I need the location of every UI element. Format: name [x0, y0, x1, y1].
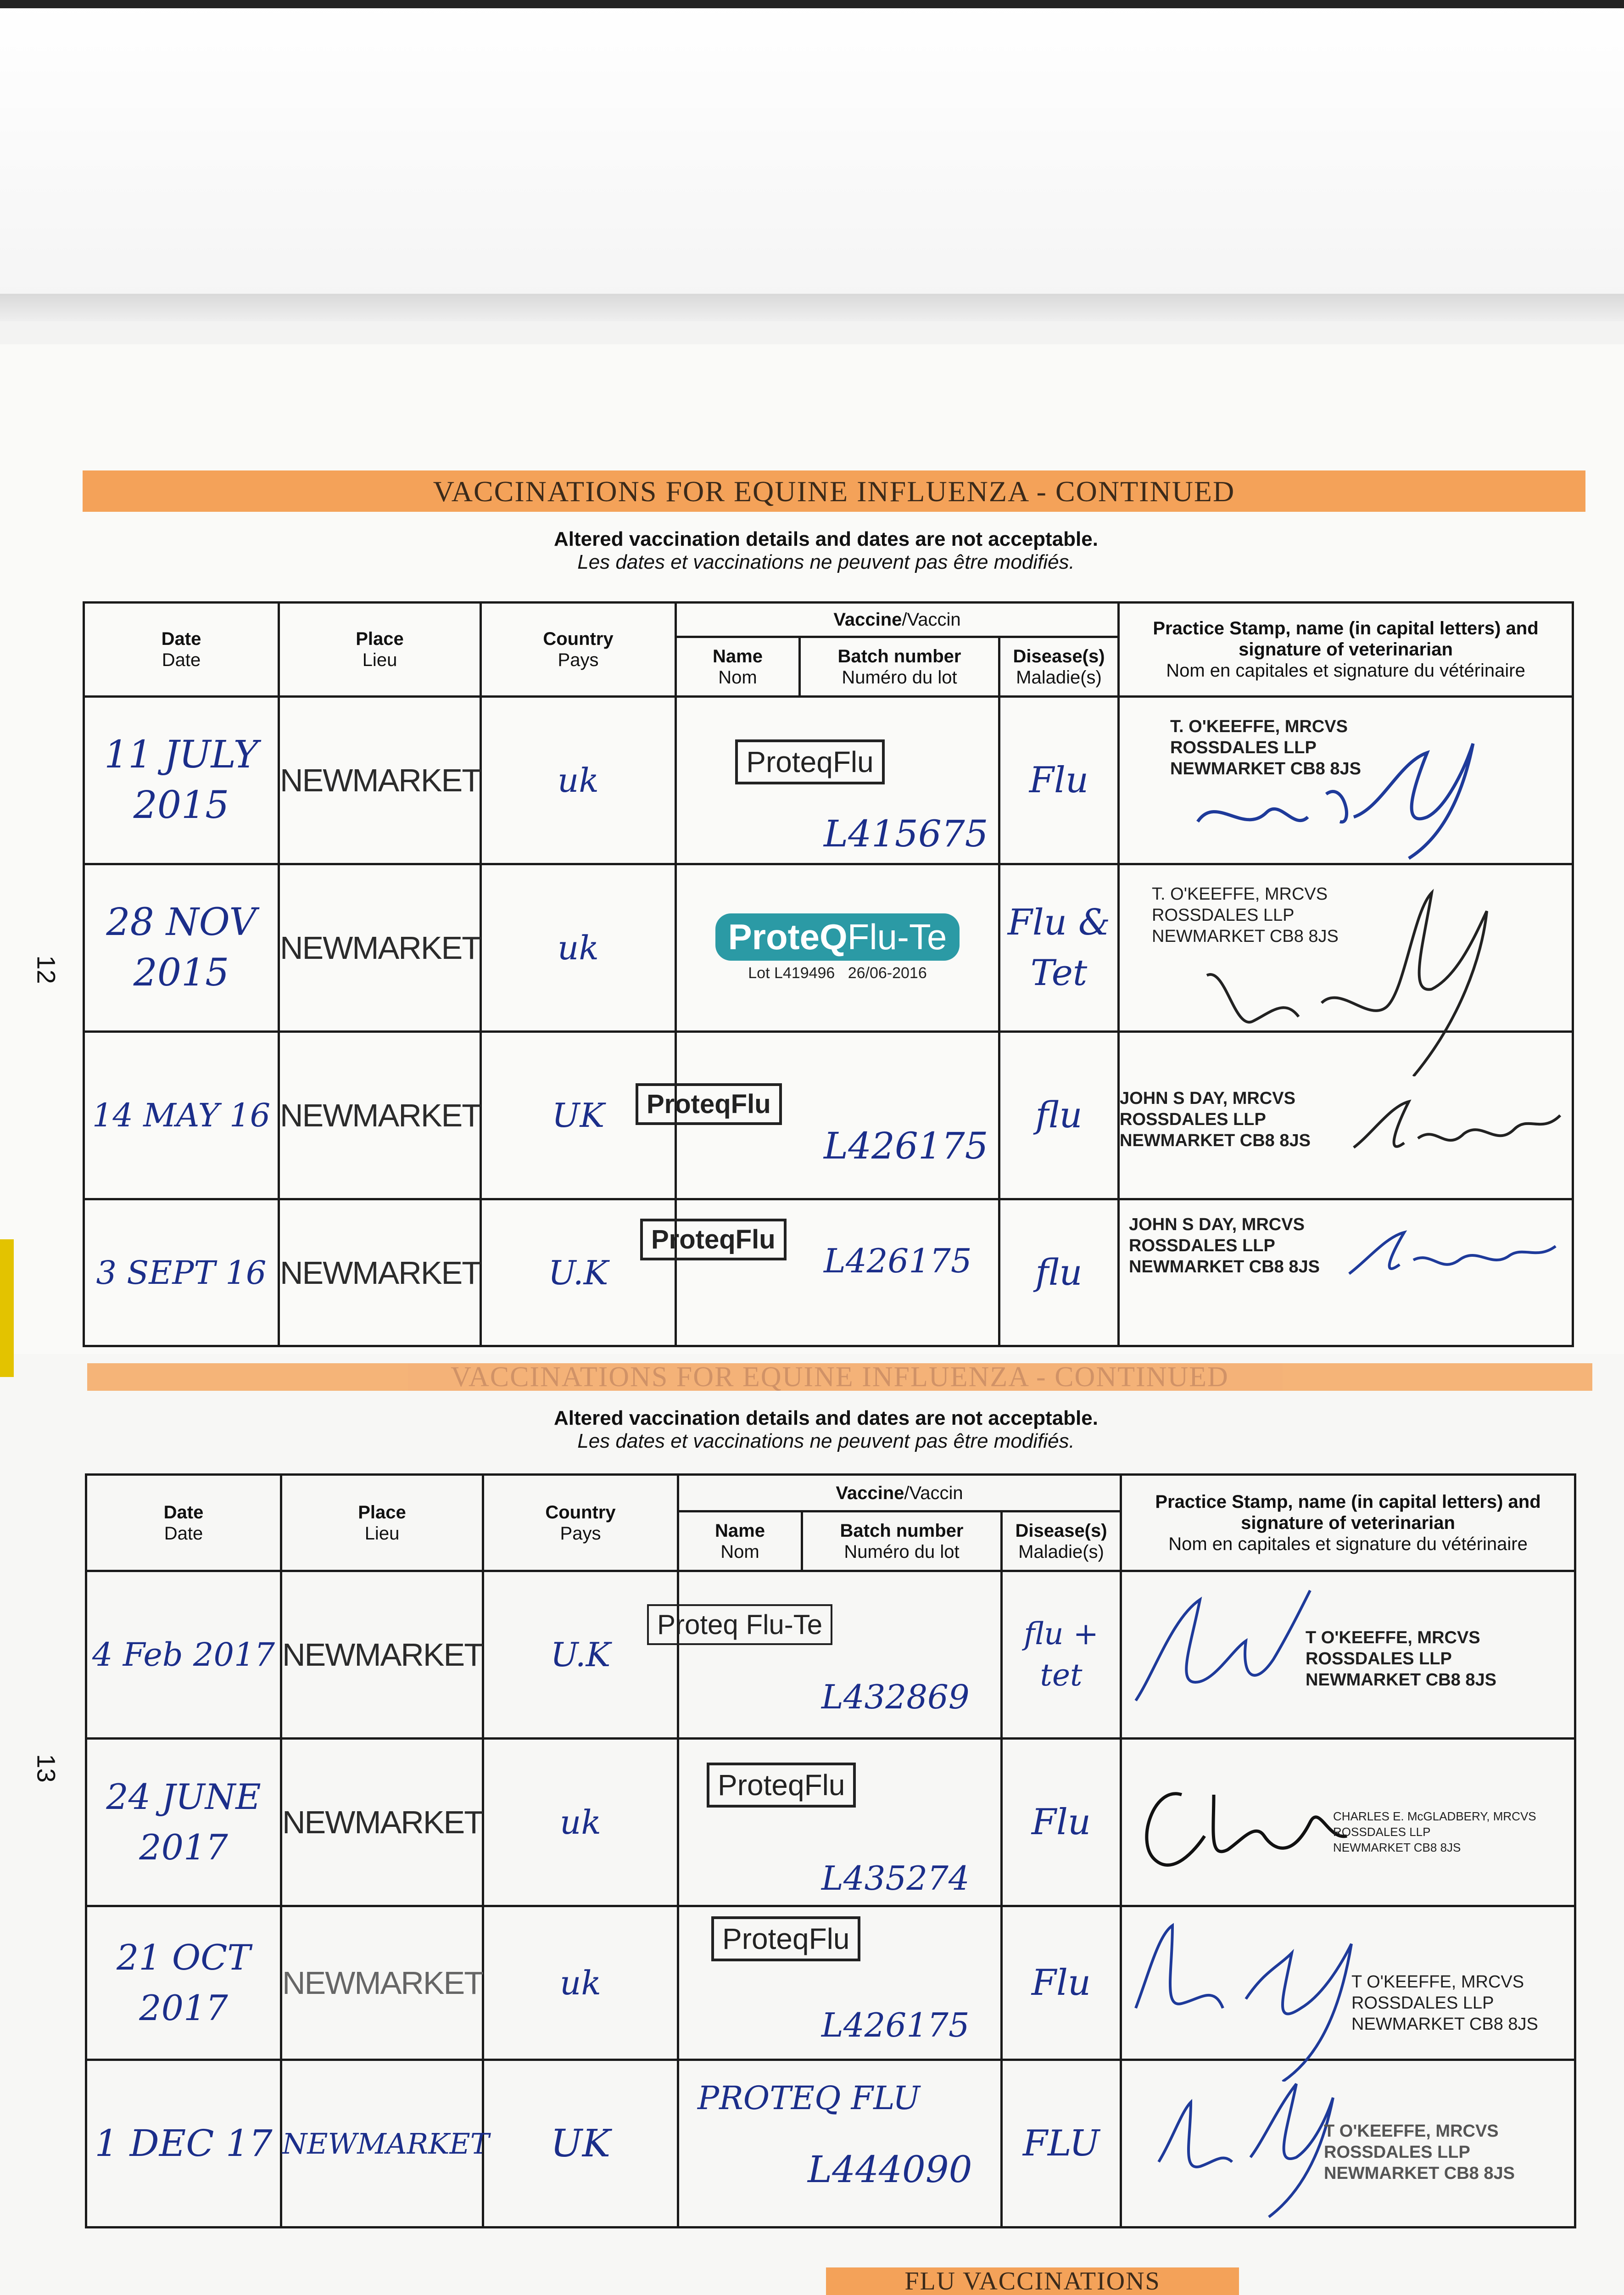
practice-stamp: T. O'KEEFFE, MRCVS ROSSDALES LLP NEWMARKET CB8 8JS	[1170, 717, 1361, 778]
place-cell: NEWMARKET	[279, 697, 481, 864]
vaccine-name-batch-cell	[678, 1739, 1002, 1906]
vaccine-label	[715, 913, 960, 961]
notice-page-13	[413, 1407, 1239, 1453]
notice-fr: Les dates et vaccinations ne peuvent pas être modifiés.	[577, 1430, 1075, 1452]
header-country: Country Pays	[483, 1475, 678, 1571]
practice-stamp: T O'KEEFFE, MRCVS ROSSDALES LLP NEWMARKET CB8 8JS	[1324, 2121, 1515, 2183]
table-row	[84, 697, 1573, 864]
place-cell: NEWMARKET	[281, 1571, 483, 1739]
practice-cell	[1119, 864, 1573, 1032]
header-date: Date Date	[84, 603, 279, 697]
notice-en: Altered vaccination details and dates are not acceptable.	[554, 528, 1098, 550]
vaccine-stamp: ProteqFlu	[707, 1763, 856, 1808]
vaccination-table-page-13	[85, 1473, 1576, 2228]
date-cell: 14 MAY 16	[84, 1032, 279, 1199]
signature	[1189, 725, 1546, 863]
next-section-band: FLU VACCINATIONS	[826, 2267, 1239, 2295]
table-row	[86, 1571, 1575, 1739]
practice-stamp: CHARLES E. McGLADBERY, MRCVS ROSSDALES LLP NEWMARKET CB8 8JS	[1333, 1809, 1536, 1854]
vaccine-stamp: Proteq Flu-Te	[647, 1604, 832, 1645]
header-name: Name Nom	[676, 637, 800, 697]
date-cell: 4 Feb 2017	[86, 1571, 281, 1739]
country-cell: UK	[483, 2060, 678, 2228]
practice-stamp: T. O'KEEFFE, MRCVS ROSSDALES LLP NEWMARKET CB8 8JS	[1152, 884, 1339, 946]
place-cell: NEWMARKET	[279, 864, 481, 1032]
header-disease: Disease(s) Maladie(s)	[999, 637, 1119, 697]
disease-cell: Flu	[1002, 1739, 1121, 1906]
disease-cell: Flu	[1002, 1906, 1121, 2060]
page-number: 12	[32, 955, 61, 984]
country-cell: U.K	[481, 1199, 676, 1346]
practice-cell	[1119, 1199, 1573, 1346]
header-practice: Practice Stamp, name (in capital letters) and signature of veterinarian Nom en capitales et signature du vétérinaire	[1121, 1475, 1575, 1571]
notice-page-12	[413, 528, 1239, 574]
signature	[1127, 1767, 1356, 1886]
practice-cell	[1119, 1032, 1573, 1199]
disease-cell: flu	[999, 1032, 1119, 1199]
header-place: Place Lieu	[281, 1475, 483, 1571]
header-disease: Disease(s) Maladie(s)	[1002, 1511, 1121, 1571]
place-cell: NEWMARKET	[279, 1032, 481, 1199]
vaccine-stamp: ProteqFlu	[640, 1219, 787, 1260]
batch-number: L435274	[821, 1859, 970, 1898]
vaccine-name-batch-cell	[676, 864, 999, 1032]
header-vaccine: Vaccine/Vaccin	[678, 1475, 1121, 1511]
table-row	[84, 1199, 1573, 1346]
signature	[1127, 1581, 1319, 1728]
table-row	[84, 1032, 1573, 1199]
practice-cell	[1119, 697, 1573, 864]
practice-cell	[1121, 2060, 1575, 2228]
date-cell: 11 JULY 2015	[84, 697, 279, 864]
notice-en: Altered vaccination details and dates are not acceptable.	[554, 1407, 1098, 1429]
vaccine-name-batch-cell	[676, 697, 999, 864]
vaccine-name-batch-cell	[651, 1199, 999, 1346]
vaccine-stamp: ProteqFlu	[711, 1916, 860, 1961]
header-vaccine: Vaccine/Vaccin	[676, 603, 1119, 637]
vaccine-name-batch-cell	[678, 2060, 1002, 2228]
vaccine-stamp: ProteqFlu	[735, 739, 884, 784]
vaccine-name-batch-cell	[678, 1906, 1002, 2060]
disease-cell: FLU	[1002, 2060, 1121, 2228]
page-number: 13	[32, 1754, 61, 1783]
header-practice: Practice Stamp, name (in capital letters) and signature of veterinarian Nom en capitales et signature du vétérinaire	[1119, 603, 1573, 697]
page-fold	[0, 294, 1624, 321]
table-row	[86, 1906, 1575, 2060]
section-title-band-faded: VACCINATIONS FOR EQUINE INFLUENZA - CONTINUED	[87, 1363, 1592, 1391]
country-cell: uk	[483, 1906, 678, 2060]
signature	[1345, 1088, 1574, 1180]
country-cell: uk	[481, 697, 676, 864]
notice-fr: Les dates et vaccinations ne peuvent pas être modifiés.	[577, 551, 1075, 573]
country-cell: U.K	[483, 1571, 678, 1739]
signature	[1340, 1219, 1569, 1292]
table-row	[86, 2060, 1575, 2228]
header-batch: Batch number Numéro du lot	[800, 637, 999, 697]
place-cell: NEWMARKET	[281, 1739, 483, 1906]
disease-cell: flu + tet	[1002, 1571, 1121, 1739]
country-cell: UK	[481, 1032, 676, 1199]
date-cell: 24 JUNE 2017	[86, 1739, 281, 1906]
header-place: Place Lieu	[279, 603, 481, 697]
batch-number: L426175	[824, 1242, 972, 1280]
batch-number: L444090	[808, 2148, 972, 2191]
date-cell: 21 OCT 2017	[86, 1906, 281, 2060]
vaccine-name-batch-cell	[647, 1032, 999, 1199]
label-suffix: Flu-Te	[847, 917, 947, 957]
vaccine-name-handwritten: PROTEQ FLU	[698, 2079, 920, 2117]
batch-number: L426175	[821, 2006, 970, 2044]
batch-number: L415675	[824, 812, 988, 855]
practice-cell	[1121, 1739, 1575, 1906]
previous-page-sheet	[0, 0, 1624, 298]
practice-stamp: T O'KEEFFE, MRCVS ROSSDALES LLP NEWMARKET CB8 8JS	[1306, 1628, 1496, 1690]
section-title-band: VACCINATIONS FOR EQUINE INFLUENZA - CONTINUED	[83, 470, 1585, 512]
header-name: Name Nom	[678, 1511, 802, 1571]
practice-cell	[1121, 1906, 1575, 2060]
disease-cell: flu	[999, 1199, 1119, 1346]
country-cell: uk	[483, 1739, 678, 1906]
disease-cell: Flu & Tet	[999, 864, 1119, 1032]
date-cell: 1 DEC 17	[86, 2060, 281, 2228]
table-row	[84, 864, 1573, 1032]
table-row	[86, 1739, 1575, 1906]
place-cell: NEWMARKET	[279, 1199, 481, 1346]
country-cell: uk	[481, 864, 676, 1032]
batch-number: L426175	[824, 1125, 988, 1167]
place-cell: NEWMARKET	[281, 2060, 483, 2228]
background-strip	[0, 1239, 14, 1377]
batch-number: L432869	[821, 1678, 970, 1716]
vaccination-table-page-12	[83, 601, 1574, 1347]
place-cell: NEWMARKET	[281, 1906, 483, 2060]
label-meta: Lot L419496 26/06-2016	[748, 964, 927, 982]
practice-stamp: JOHN S DAY, MRCVS ROSSDALES LLP NEWMARKET CB8 8JS	[1129, 1215, 1320, 1276]
practice-stamp: T O'KEEFFE, MRCVS ROSSDALES LLP NEWMARKET CB8 8JS	[1351, 1972, 1538, 2034]
sheet-edge	[0, 0, 1624, 8]
disease-cell: Flu	[999, 697, 1119, 864]
date-cell: 3 SEPT 16	[84, 1199, 279, 1346]
header-date: Date Date	[86, 1475, 281, 1571]
header-country: Country Pays	[481, 603, 676, 697]
date-cell: 28 NOV 2015	[84, 864, 279, 1032]
header-batch: Batch number Numéro du lot	[802, 1511, 1002, 1571]
label-brand: ProteQ	[728, 917, 848, 957]
vaccine-name-batch-cell	[657, 1571, 1002, 1739]
practice-stamp: JOHN S DAY, MRCVS ROSSDALES LLP NEWMARKET CB8 8JS	[1120, 1089, 1311, 1150]
practice-cell	[1121, 1571, 1575, 1739]
vaccine-stamp: ProteqFlu	[636, 1083, 782, 1125]
